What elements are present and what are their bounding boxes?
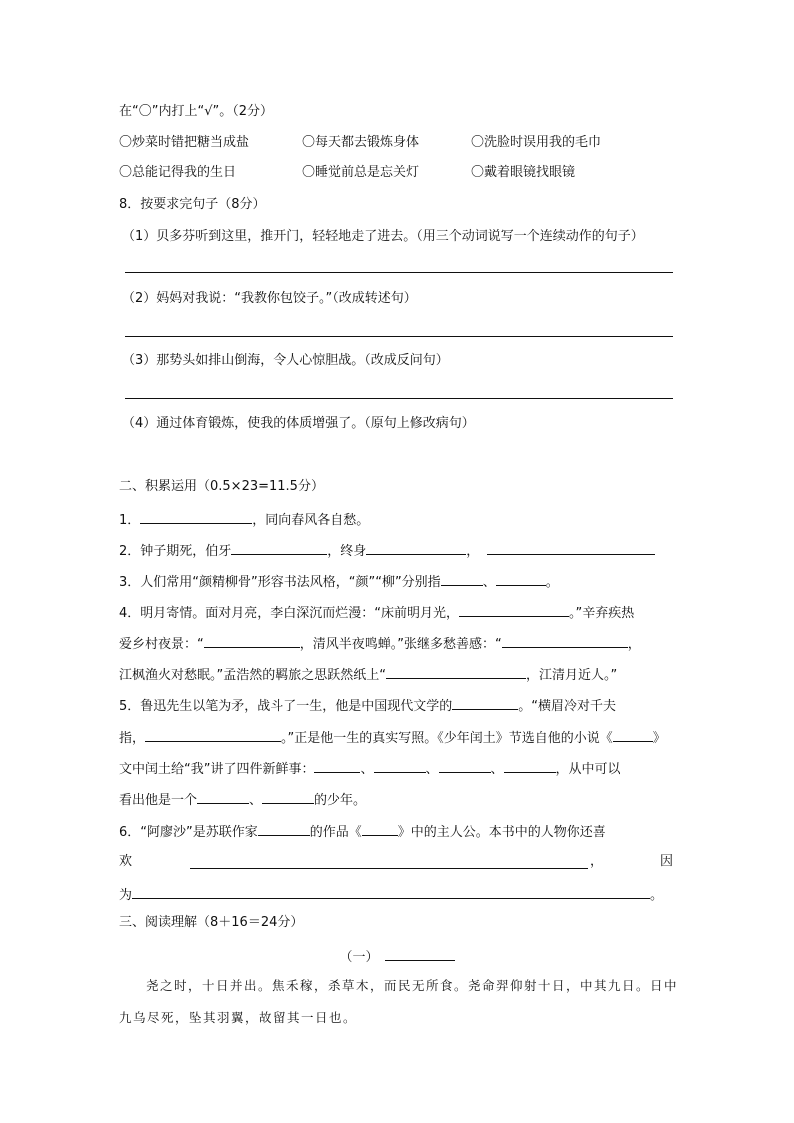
blank[interactable] <box>452 695 518 710</box>
q8-item-3: （3）那势头如排山倒海，令人心惊胆战。（改成反问句） <box>122 353 449 368</box>
blank[interactable] <box>258 821 310 836</box>
q6-text-e: 。 <box>650 888 664 903</box>
p2-q5-line2 <box>119 727 666 748</box>
q5-sep: 、 <box>360 762 374 777</box>
blank[interactable] <box>366 540 466 555</box>
q3-text-c: 。 <box>545 575 559 590</box>
q5-text-f: 文中闰土给“我”讲了四件新鲜事： <box>119 762 315 777</box>
p2-q3 <box>119 571 559 592</box>
q4-text-b: 。”辛弃疾热 <box>569 606 635 621</box>
blank[interactable] <box>613 727 653 742</box>
answer-line-3[interactable] <box>125 398 673 399</box>
q4-text-d: ，清风半夜鸣蝉。”张继多愁善感：“ <box>299 637 502 652</box>
q7-option-4[interactable]: 〇总能记得我的生日 <box>119 165 237 180</box>
q7-instruction: 在“〇”内打上“√”。（2分） <box>119 104 273 119</box>
q8-item-2: （2）妈妈对我说：“我教你包饺子。”（改成转述句） <box>122 291 417 306</box>
p2-q5-line3 <box>119 758 621 779</box>
blank[interactable] <box>145 727 281 742</box>
blank[interactable] <box>385 946 455 961</box>
answer-line-2[interactable] <box>125 336 673 337</box>
q4-text-a: 4．明月寄情。面对月亮，李白深沉而烂漫：“床前明月光， <box>119 606 460 621</box>
part3-title: 三、阅读理解（8＋16＝24分） <box>119 915 304 930</box>
q7-option-3[interactable]: 〇洗脸时误用我的毛巾 <box>471 135 602 150</box>
passage-line-2: 九乌尽死，坠其羽翼，故留其一日也。 <box>119 1010 358 1025</box>
q5-sep: 、 <box>425 762 439 777</box>
q5-sep: 、 <box>490 762 504 777</box>
p2-q1 <box>119 509 369 530</box>
blank[interactable] <box>502 633 628 648</box>
q5-text-d: 。”正是他一生的真实写照。《少年闰土》节选自他的小说《 <box>281 731 613 746</box>
q7-option-6[interactable]: 〇戴着眼镜找眼镜 <box>471 165 576 180</box>
q4-text-f: 江枫渔火对愁眠。”孟浩然的羁旅之思跃然纸上“ <box>119 668 386 683</box>
p2-q6-line3 <box>119 884 663 905</box>
p2-q4-line2 <box>119 633 641 654</box>
q7-option-5[interactable]: 〇睡觉前总是忘关灯 <box>302 165 420 180</box>
blank[interactable] <box>386 664 526 679</box>
blank[interactable] <box>374 758 426 773</box>
q4-text-e: ， <box>627 637 641 652</box>
q6-text-c: 》中的主人公。本书中的人物你还喜 <box>397 825 606 840</box>
blank[interactable] <box>132 884 650 899</box>
q6-text-b: 的作品《 <box>309 825 362 840</box>
q5-text-g: ，从中可以 <box>555 762 621 777</box>
q3-text-a: 3．人们常用“颜精柳骨”形容书法风格，“颜”“柳”分别指 <box>119 575 441 590</box>
q5-text-a: 5．鲁迅先生以笔为矛，战斗了一生，他是中国现代文学的 <box>119 699 453 714</box>
answer-line-1[interactable] <box>125 272 673 273</box>
blank[interactable] <box>459 602 569 617</box>
blank[interactable] <box>487 540 655 555</box>
p2-q5-line4 <box>119 789 366 810</box>
part2-title: 二、积累运用（0.5×23=11.5分） <box>119 479 324 494</box>
p2-q6-comma: ， <box>590 854 604 869</box>
q6-text-a: 6．“阿廖沙”是苏联作家 <box>119 825 258 840</box>
blank[interactable] <box>504 758 556 773</box>
blank[interactable] <box>204 633 300 648</box>
blank[interactable] <box>441 571 483 586</box>
blank[interactable] <box>231 540 327 555</box>
blank[interactable] <box>362 821 398 836</box>
q5-text-i: 的少年。 <box>314 793 367 808</box>
passage-line-1: 尧之时，十日并出。焦禾稼，杀草木，而民无所食。尧命羿仰射十日，中其九日。日中 <box>146 978 679 993</box>
blank[interactable] <box>314 758 360 773</box>
blank[interactable] <box>439 758 491 773</box>
q1-number: 1． <box>119 513 141 528</box>
blank[interactable] <box>262 789 314 804</box>
q5-text-b: 。“横眉冷对千夫 <box>518 699 617 714</box>
p2-q6-line1 <box>119 821 606 842</box>
p2-q6-line2-left: 欢 <box>119 854 133 869</box>
q8-item-4: （4）通过体育锻炼，使我的体质增强了。（原句上修改病句） <box>122 416 475 431</box>
p2-q4-line1 <box>119 602 634 623</box>
q5-text-c: 指， <box>119 731 146 746</box>
q6-text-d: 为 <box>119 888 133 903</box>
p2-q6-because: 因 <box>660 854 674 869</box>
q7-option-1[interactable]: 〇炒菜时错把糖当成盐 <box>119 135 250 150</box>
q4-text-g: ，江清月近人。” <box>525 668 618 683</box>
blank[interactable] <box>140 509 252 524</box>
q2-text-a: 2．钟子期死，伯牙 <box>119 544 232 559</box>
q5-sep: 、 <box>249 793 263 808</box>
blank[interactable] <box>197 789 249 804</box>
q8-item-1: （1）贝多芬听到这里，推开门，轻轻地走了进去。（用三个动词说写一个连续动作的句子） <box>122 229 644 244</box>
q7-option-2[interactable]: 〇每天都去锻炼身体 <box>302 135 420 150</box>
blank[interactable] <box>496 571 546 586</box>
p2-q2 <box>119 540 655 561</box>
q8-title: 8．按要求完句子（8分） <box>119 197 266 212</box>
q5-text-e: 》 <box>652 731 666 746</box>
q3-text-b: 、 <box>482 575 496 590</box>
q6-answer-line[interactable] <box>190 868 588 869</box>
passage-label: （一） <box>339 950 379 965</box>
passage-heading <box>0 946 794 967</box>
q2-text-b: ，终身 <box>327 544 367 559</box>
p2-q4-line3 <box>119 664 617 685</box>
q5-text-h: 看出他是一个 <box>119 793 198 808</box>
q2-text-c: ， <box>466 544 480 559</box>
p2-q5-line1 <box>119 695 616 716</box>
q1-text: ，同向春风各自愁。 <box>252 513 370 528</box>
q4-text-c: 爱乡村夜景：“ <box>119 637 204 652</box>
